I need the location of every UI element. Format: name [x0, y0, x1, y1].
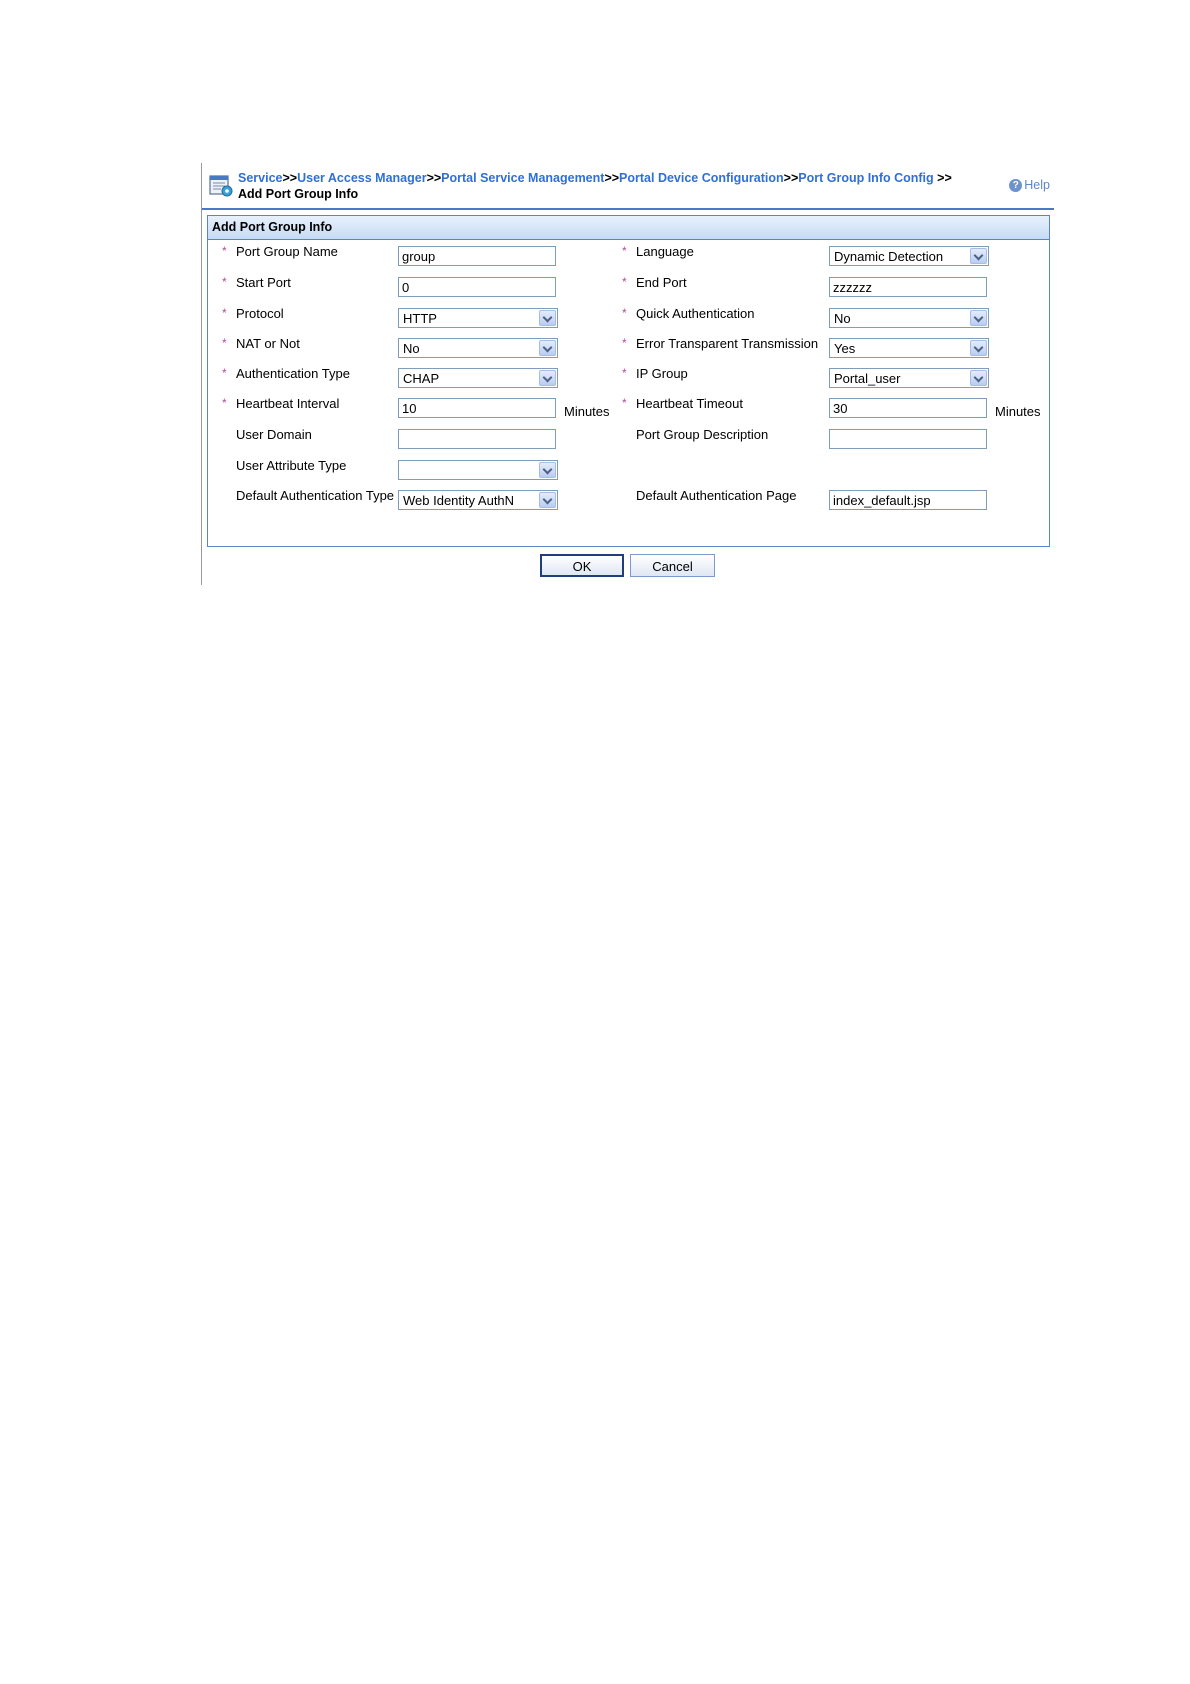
ip-group-select-value: Portal_user [834, 371, 901, 386]
authentication-type-select[interactable] [398, 368, 558, 388]
page-header [208, 166, 1050, 208]
breadcrumb-separator: >> [282, 171, 298, 185]
chevron-down-icon[interactable] [539, 462, 556, 478]
port-group-name-label: Port Group Name [236, 244, 338, 259]
add-port-group-form [207, 215, 1050, 547]
breadcrumb-link-service[interactable]: Service [238, 171, 283, 185]
heartbeat-timeout-label: Heartbeat Timeout [636, 396, 743, 411]
user-attribute-type-select[interactable] [398, 460, 558, 480]
required-mark: * [622, 306, 627, 320]
end-port-label: End Port [636, 275, 687, 290]
protocol-label: Protocol [236, 306, 284, 321]
page-left-rule [201, 163, 202, 585]
quick-authentication-select-value: No [834, 311, 851, 326]
form-row [208, 273, 1049, 303]
language-select-value: Dynamic Detection [834, 249, 944, 264]
breadcrumb-separator: >> [604, 171, 620, 185]
error-transparent-transmission-select[interactable] [829, 338, 989, 358]
protocol-select-value: HTTP [403, 311, 437, 326]
chevron-down-icon[interactable] [539, 492, 556, 508]
form-row [208, 394, 1049, 424]
language-label: Language [636, 244, 694, 259]
quick-authentication-select[interactable] [829, 308, 989, 328]
port-group-name-input[interactable] [398, 246, 556, 266]
user-domain-input[interactable] [398, 429, 556, 449]
heartbeat-interval-label: Heartbeat Interval [236, 396, 340, 411]
breadcrumb-separator: >> [937, 171, 952, 185]
chevron-down-icon[interactable] [970, 248, 987, 264]
start-port-input[interactable] [398, 277, 556, 297]
required-mark: * [222, 396, 227, 410]
required-mark: * [222, 336, 227, 350]
nat-or-not-label: NAT or Not [236, 336, 300, 351]
default-authentication-page-label: Default Authentication Page [636, 488, 797, 503]
required-mark: * [622, 244, 627, 258]
service-config-icon [208, 172, 234, 198]
user-domain-label: User Domain [236, 427, 312, 442]
form-row [208, 456, 1049, 486]
authentication-type-select-value: CHAP [403, 371, 440, 386]
chevron-down-icon[interactable] [970, 310, 987, 326]
chevron-down-icon[interactable] [970, 340, 987, 356]
protocol-select[interactable] [398, 308, 558, 328]
header-divider [202, 208, 1054, 210]
cancel-button[interactable]: Cancel [630, 554, 715, 577]
start-port-label: Start Port [236, 275, 291, 290]
default-authentication-type-select[interactable] [398, 490, 558, 510]
help-link[interactable] [1009, 178, 1050, 192]
error-transparent-transmission-label: Error Transparent Transmission [636, 336, 819, 351]
required-mark: * [622, 366, 627, 380]
required-mark: * [622, 396, 627, 410]
port-group-description-input[interactable] [829, 429, 987, 449]
nat-or-not-select[interactable] [398, 338, 558, 358]
error-transparent-transmission-select-value: Yes [834, 341, 856, 356]
heartbeat-interval-input[interactable] [398, 398, 556, 418]
form-row [208, 364, 1049, 394]
heartbeat-timeout-input[interactable] [829, 398, 987, 418]
end-port-input[interactable] [829, 277, 987, 297]
breadcrumb-separator: >> [783, 171, 799, 185]
help-label: Help [1024, 178, 1050, 192]
breadcrumb [238, 170, 968, 202]
form-row [208, 425, 1049, 455]
chevron-down-icon[interactable] [970, 370, 987, 386]
required-mark: * [222, 275, 227, 289]
breadcrumb-link-portal-service-management[interactable]: Portal Service Management [441, 171, 605, 185]
port-group-description-label: Port Group Description [636, 427, 769, 442]
ip-group-select[interactable] [829, 368, 989, 388]
chevron-down-icon[interactable] [539, 310, 556, 326]
authentication-type-label: Authentication Type [236, 366, 350, 381]
default-authentication-page-input[interactable] [829, 490, 987, 510]
help-icon: ? [1009, 179, 1022, 192]
breadcrumb-current: Add Port Group Info [238, 187, 359, 201]
required-mark: * [622, 275, 627, 289]
user-attribute-type-label: User Attribute Type [236, 458, 347, 473]
breadcrumb-link-port-group-info-config[interactable]: Port Group Info Config [798, 171, 934, 185]
breadcrumb-separator: >> [426, 171, 442, 185]
panel-title: Add Port Group Info [208, 216, 1049, 240]
quick-authentication-label: Quick Authentication [636, 306, 755, 321]
nat-or-not-select-value: No [403, 341, 420, 356]
heartbeat-timeout-unit: Minutes [995, 404, 1041, 419]
default-authentication-type-label: Default Authentication Type [236, 488, 395, 503]
language-select[interactable] [829, 246, 989, 266]
required-mark: * [222, 366, 227, 380]
form-row [208, 242, 1049, 272]
form-row [208, 334, 1049, 364]
ok-button[interactable]: OK [540, 554, 624, 577]
required-mark: * [222, 244, 227, 258]
default-authentication-type-select-value: Web Identity AuthN [403, 493, 515, 508]
breadcrumb-link-portal-device-configuration[interactable]: Portal Device Configuration [619, 171, 784, 185]
ip-group-label: IP Group [636, 366, 688, 381]
chevron-down-icon[interactable] [539, 340, 556, 356]
required-mark: * [222, 306, 227, 320]
breadcrumb-link-user-access-manager[interactable]: User Access Manager [297, 171, 427, 185]
form-row [208, 486, 1049, 516]
form-row [208, 304, 1049, 334]
required-mark: * [622, 336, 627, 350]
chevron-down-icon[interactable] [539, 370, 556, 386]
heartbeat-interval-unit: Minutes [564, 404, 610, 419]
